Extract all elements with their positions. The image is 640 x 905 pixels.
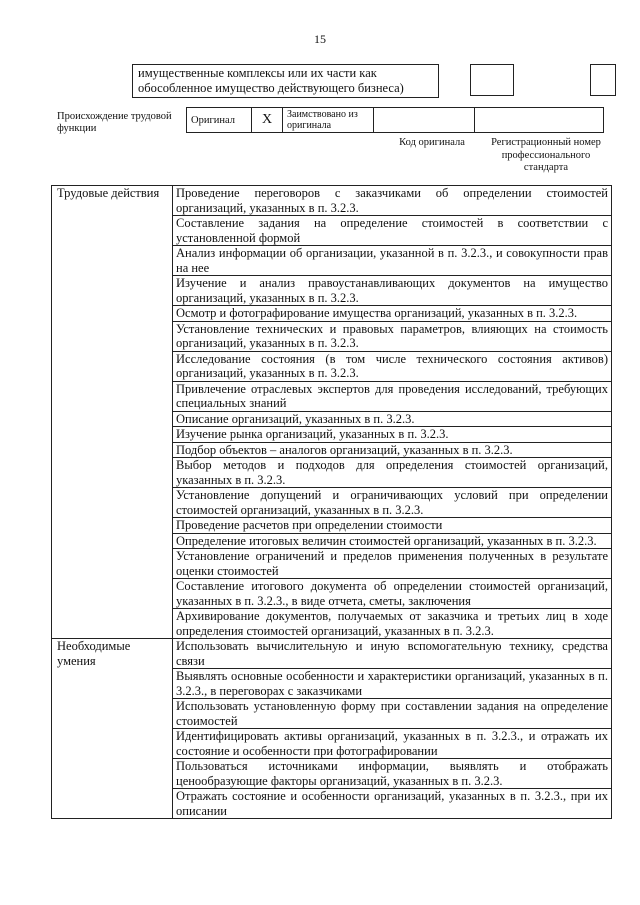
- category-cell: Трудовые действия: [52, 186, 173, 639]
- item-cell: Установление допущений и ограничивающих условий при определении стоимостей организаций, указанных в п. 3.2.3.: [173, 488, 612, 518]
- level-box: [470, 64, 514, 96]
- reg-caption: Регистрационный номер профессионального стандарта: [491, 137, 601, 173]
- item-cell: Идентифицировать активы организаций, указанных в п. 3.2.3., и отражать их состояние и особенности при фотографировании: [173, 729, 612, 759]
- item-cell: Использовать установленную форму при составлении задания на определение стоимостей: [173, 699, 612, 729]
- functions-table: [51, 185, 612, 819]
- code-caption: Код оригинала: [399, 137, 465, 148]
- item-cell: Выявлять основные особенности и характеристики организаций, указанных в п. 3.2.3., в переговорах с заказчиками: [173, 669, 612, 699]
- item-cell: Исследование состояния (в том числе технического состояния активов) организаций, указанных в п. 3.2.3.: [173, 351, 612, 381]
- item-cell: Осмотр и фотографирование имущества организаций, указанных в п. 3.2.3.: [173, 306, 612, 322]
- item-cell: Изучение и анализ правоустанавливающих документов на имущество организаций, указанных в п. 3.2.3.: [173, 276, 612, 306]
- item-cell: Проведение расчетов при определении стоимости: [173, 518, 612, 534]
- item-cell: Подбор объектов – аналогов организаций, указанных в п. 3.2.3.: [173, 442, 612, 458]
- title-box: имущественные комплексы или их части как обособленное имущество действующего бизнеса): [132, 64, 439, 98]
- origin-original: Оригинал: [187, 108, 252, 133]
- origin-reg-cell: [475, 108, 604, 133]
- table-row: [52, 186, 612, 216]
- category-cell: Необходимые умения: [52, 639, 173, 819]
- item-cell: Отражать состояние и особенности организаций, указанных в п. 3.2.3., при их описании: [173, 789, 612, 819]
- origin-borrowed: Заимствовано из оригинала: [283, 108, 374, 133]
- level-value-box: [590, 64, 616, 96]
- item-cell: Описание организаций, указанных в п. 3.2.3.: [173, 411, 612, 427]
- item-cell: Проведение переговоров с заказчиками об определении стоимостей организаций, указанных в п. 3.2.3.: [173, 186, 612, 216]
- item-cell: Анализ информации об организации, указанной в п. 3.2.3., и совокупности прав на нее: [173, 246, 612, 276]
- page-number: 15: [314, 32, 326, 46]
- item-cell: Использовать вычислительную и иную вспомогательную технику, средства связи: [173, 639, 612, 669]
- origin-code-cell: [374, 108, 475, 133]
- item-cell: Установление ограничений и пределов применения полученных в результате оценки стоимостей: [173, 549, 612, 579]
- item-cell: Пользоваться источниками информации, выявлять и отображать ценообразующие факторы организаций, указанных в п. 3.2.3.: [173, 759, 612, 789]
- item-cell: Привлечение отраслевых экспертов для проведения исследований, требующих специальных знаний: [173, 381, 612, 411]
- item-cell: Архивирование документов, получаемых от заказчика и третьих лиц в ходе определения стоимостей организаций, указанных в п. 3.2.3.: [173, 609, 612, 639]
- origin-table: [186, 107, 604, 133]
- item-cell: Составление итогового документа об определении стоимостей организаций, указанных в п. 3.2.3., в виде отчета, сметы, заключения: [173, 579, 612, 609]
- item-cell: Составление задания на определение стоимостей в соответствии с установленной формой: [173, 216, 612, 246]
- origin-mark: X: [252, 108, 283, 133]
- item-cell: Установление технических и правовых параметров, влияющих на стоимость организаций, указанных в п. 3.2.3.: [173, 321, 612, 351]
- origin-label: Происхождение трудовой функции: [57, 111, 172, 134]
- item-cell: Изучение рынка организаций, указанных в п. 3.2.3.: [173, 427, 612, 443]
- item-cell: Выбор методов и подходов для определения стоимостей организаций, указанных в п. 3.2.3.: [173, 458, 612, 488]
- table-row: [52, 639, 612, 669]
- item-cell: Определение итоговых величин стоимостей организаций, указанных в п. 3.2.3.: [173, 533, 612, 549]
